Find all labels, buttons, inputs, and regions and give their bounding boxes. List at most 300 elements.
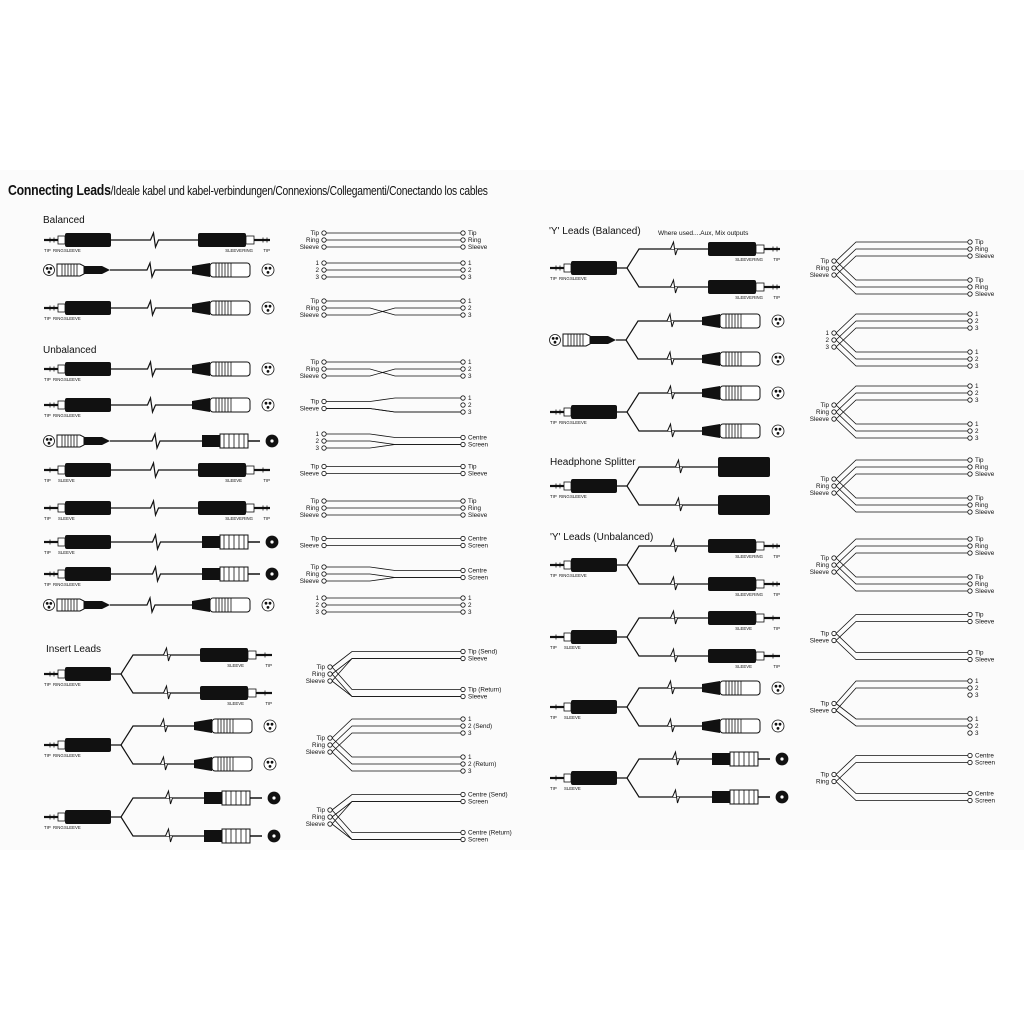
wire-label: Tip xyxy=(468,463,477,471)
section-unbalanced: Unbalanced xyxy=(43,345,97,356)
plug-body xyxy=(65,233,111,247)
wire-label: Sleeve xyxy=(975,471,995,478)
lead-row xyxy=(44,362,274,382)
wire-label: 3 xyxy=(315,609,319,616)
wire-label: 3 xyxy=(468,409,472,416)
pin-icon xyxy=(267,761,269,763)
plug-label-ring: RING xyxy=(53,316,64,321)
terminal xyxy=(322,245,326,249)
terminal xyxy=(461,543,465,547)
rca-face-icon xyxy=(272,834,276,838)
terminal xyxy=(832,631,836,635)
terminal xyxy=(968,544,972,548)
terminal xyxy=(968,285,972,289)
y-lead-row xyxy=(550,611,780,669)
xlr-face-icon xyxy=(772,387,784,399)
y-lead-row xyxy=(44,648,272,706)
cable xyxy=(617,618,708,637)
terminal xyxy=(832,701,836,705)
plug-body xyxy=(571,630,617,644)
terminal xyxy=(328,815,332,819)
terminal xyxy=(968,791,972,795)
wire-label: 1 xyxy=(468,260,472,267)
terminal xyxy=(968,510,972,514)
cable xyxy=(110,263,192,277)
terminal xyxy=(461,568,465,572)
cable xyxy=(626,340,702,359)
xlr-face-icon xyxy=(264,758,276,770)
terminal xyxy=(461,396,465,400)
plug-label-sleeve: SLEEVE xyxy=(564,645,581,650)
plug-body xyxy=(708,539,756,553)
wire-label: Tip xyxy=(310,463,319,471)
wire-label: 1 xyxy=(975,678,979,685)
xlr-male-plug xyxy=(57,599,84,611)
plug-label-sleeve: SLEEVE xyxy=(58,516,75,521)
plug-collar xyxy=(58,570,65,578)
pin-icon xyxy=(269,402,271,404)
terminal xyxy=(832,638,836,642)
terminal xyxy=(322,572,326,576)
terminal xyxy=(968,391,972,395)
cable xyxy=(111,463,198,477)
wire xyxy=(332,726,461,745)
wire xyxy=(332,810,461,833)
terminal xyxy=(968,798,972,802)
plug-body xyxy=(198,233,246,247)
terminal xyxy=(968,458,972,462)
plug-collar xyxy=(58,304,65,312)
terminal xyxy=(461,499,465,503)
wire-label: Ring xyxy=(312,814,325,821)
terminal xyxy=(968,496,972,500)
wire xyxy=(836,321,968,340)
terminal xyxy=(322,306,326,310)
plug-boot xyxy=(702,386,720,400)
terminal xyxy=(461,313,465,317)
cable xyxy=(110,598,192,612)
plug-collar xyxy=(564,774,571,782)
cable xyxy=(111,535,202,549)
xlr-face-icon xyxy=(264,720,276,732)
pin-icon xyxy=(269,602,271,604)
wire-label: 1 xyxy=(975,311,979,318)
wire xyxy=(326,434,461,438)
wire xyxy=(326,308,461,315)
cable xyxy=(627,565,708,584)
pin-icon xyxy=(269,305,271,307)
plug-label-tip: TIP xyxy=(44,248,51,253)
wire-label: Ring xyxy=(312,742,325,749)
pin-icon xyxy=(48,271,50,273)
wire-label: Tip xyxy=(468,230,477,237)
plug-boot xyxy=(192,398,210,412)
wire-label: Ring xyxy=(975,502,988,509)
wire xyxy=(836,704,968,720)
wire-label: Tip xyxy=(975,611,984,619)
plug-label-tip: TIP xyxy=(773,626,780,631)
xlr-male-plug xyxy=(563,334,590,346)
plug-label-tip: TIP xyxy=(773,295,780,300)
wire xyxy=(836,634,968,653)
wire-label: Centre (Return) xyxy=(468,829,512,837)
terminal xyxy=(322,231,326,235)
plug-boot xyxy=(202,435,220,447)
plug-body xyxy=(571,771,617,785)
wire xyxy=(332,674,461,697)
wire xyxy=(836,467,968,486)
plug-label-sleeve: SLEEVE xyxy=(564,715,581,720)
wire xyxy=(836,688,968,711)
wire xyxy=(836,782,968,801)
plug-label-tip: TIP xyxy=(44,550,51,555)
wire-label: Tip xyxy=(975,457,984,464)
wire xyxy=(836,622,968,641)
terminal xyxy=(968,429,972,433)
terminal xyxy=(328,750,332,754)
wire xyxy=(836,756,968,775)
plug-label-ring: RING xyxy=(242,516,253,521)
plug-body xyxy=(198,463,246,477)
plug-label-sleeve: SLEEVE xyxy=(735,664,752,669)
wire xyxy=(836,553,968,572)
terminal xyxy=(968,657,972,661)
pin-icon xyxy=(775,356,777,358)
plug-label-tip: TIP xyxy=(550,573,557,578)
wire-label: Sleeve xyxy=(299,470,319,478)
pin-icon xyxy=(265,305,267,307)
wire-label: 3 xyxy=(315,445,319,452)
wire-label: 1 xyxy=(468,716,472,723)
plug-label-ring: RING xyxy=(53,753,64,758)
terminal xyxy=(461,464,465,468)
wire xyxy=(836,460,968,479)
plug-boot xyxy=(590,336,616,344)
wire-label: Ring xyxy=(816,778,829,786)
wiring-schematic xyxy=(315,260,472,281)
terminal xyxy=(328,665,332,669)
wire-label: 3 xyxy=(975,397,979,404)
terminal xyxy=(968,326,972,330)
lead-row xyxy=(44,535,278,555)
terminal xyxy=(832,491,836,495)
y-lead-row xyxy=(550,457,770,515)
wire-label: Ring xyxy=(306,366,319,373)
terminal xyxy=(968,254,972,258)
terminal xyxy=(322,313,326,317)
terminal xyxy=(328,743,332,747)
plug-label-sleeve: SLEEVE xyxy=(570,420,587,425)
wire xyxy=(836,268,968,287)
wire-label: Ring xyxy=(816,265,829,272)
wire-label: Ring xyxy=(975,284,988,291)
wire-label: 2 xyxy=(468,267,472,274)
wire-label: 2 xyxy=(975,390,979,397)
wire-label: Sleeve xyxy=(975,618,995,626)
terminal xyxy=(322,610,326,614)
wire-label: Tip xyxy=(310,230,319,237)
plug-label-sleeve: SLEEVE xyxy=(735,295,752,300)
plug-label-ring: RING xyxy=(559,276,570,281)
pin-icon xyxy=(265,267,267,269)
terminal xyxy=(322,543,326,547)
plug-label-sleeve: SLEEVE xyxy=(64,377,81,382)
wire-label: Sleeve xyxy=(299,312,319,319)
wire-label: 3 xyxy=(975,325,979,332)
wire xyxy=(836,340,968,359)
terminal xyxy=(461,261,465,265)
pin-icon xyxy=(46,602,48,604)
wire-label: 1 xyxy=(468,595,472,602)
y-lead-row xyxy=(550,242,780,300)
plug-collar xyxy=(756,283,764,291)
terminal xyxy=(832,484,836,488)
section-y-leads-balanced: 'Y' Leads (Balanced) xyxy=(549,226,641,237)
wire-label: 3 xyxy=(468,609,472,616)
terminal xyxy=(968,278,972,282)
wire-label: Tip xyxy=(820,402,829,409)
cable xyxy=(121,817,204,836)
pin-icon xyxy=(779,318,781,320)
terminal xyxy=(461,471,465,475)
plug-collar xyxy=(58,670,65,678)
wire-label: 2 xyxy=(975,685,979,692)
terminal xyxy=(328,672,332,676)
y-leads-note: Where used....Aux, Mix outputs xyxy=(658,230,749,237)
wire xyxy=(326,445,461,449)
wire-label: 2 xyxy=(975,318,979,325)
terminal xyxy=(461,762,465,766)
y-lead-row xyxy=(550,752,788,804)
terminal xyxy=(461,830,465,834)
wiring-schematic xyxy=(810,678,979,737)
terminal xyxy=(461,513,465,517)
plug-label-ring: RING xyxy=(242,248,253,253)
wire xyxy=(836,479,968,498)
xlr-face-icon xyxy=(44,436,55,447)
wire-label: Tip xyxy=(975,239,984,246)
pin-icon xyxy=(779,428,781,430)
cable xyxy=(111,362,192,376)
terminal xyxy=(322,464,326,468)
plug-label-sleeve: SLEEVE xyxy=(735,626,752,631)
cable xyxy=(111,233,198,247)
wire xyxy=(326,369,461,376)
title-main: Connecting Leads xyxy=(8,182,111,199)
terminal xyxy=(968,319,972,323)
plug-collar xyxy=(564,264,571,272)
pin-icon xyxy=(269,765,271,767)
plug-label-tip: TIP xyxy=(44,413,51,418)
wire-label: Screen xyxy=(468,542,488,550)
wire xyxy=(836,546,968,565)
pin-icon xyxy=(50,267,52,269)
wire-label: 2 (Send) xyxy=(468,723,493,730)
wire-label: 3 xyxy=(468,312,472,319)
terminal xyxy=(968,240,972,244)
wire xyxy=(836,565,968,584)
terminal xyxy=(322,513,326,517)
headphone-jack xyxy=(718,457,770,477)
plug-label-tip: TIP xyxy=(265,663,272,668)
pin-icon xyxy=(779,723,781,725)
plug-boot xyxy=(712,791,730,803)
wire xyxy=(332,802,461,825)
pin-icon xyxy=(775,685,777,687)
terminal xyxy=(461,717,465,721)
plug-label-sleeve: SLEEVE xyxy=(64,413,81,418)
wire-label: Tip xyxy=(820,476,829,483)
wire xyxy=(836,393,968,412)
plug-boot xyxy=(204,830,222,842)
pin-icon xyxy=(265,366,267,368)
cable xyxy=(111,655,200,674)
plug-label-sleeve: SLEEVE xyxy=(225,478,242,483)
plug-label-ring: RING xyxy=(752,592,763,597)
xlr-face-icon xyxy=(772,425,784,437)
terminal xyxy=(322,275,326,279)
cable xyxy=(617,546,708,565)
wire-label: 2 xyxy=(468,402,472,409)
plug-label-tip: TIP xyxy=(265,701,272,706)
plug-label-sleeve: SLEEVE xyxy=(570,276,587,281)
wire-label: 1 xyxy=(975,421,979,428)
wiring-schematic xyxy=(300,395,472,416)
wiring-schematic xyxy=(810,383,979,442)
xlr-face-icon xyxy=(262,264,274,276)
wire-label: Tip xyxy=(310,535,319,543)
wire-label: 3 xyxy=(975,730,979,737)
wire-label: Screen xyxy=(468,798,488,806)
wire-label: 1 xyxy=(468,754,472,761)
terminal xyxy=(461,374,465,378)
wire-label: 3 xyxy=(975,435,979,442)
wiring-schematic xyxy=(315,431,488,452)
plug-label-tip: TIP xyxy=(550,494,557,499)
wire-label: Ring xyxy=(816,483,829,490)
plug-boot xyxy=(194,757,212,771)
terminal xyxy=(968,612,972,616)
terminal xyxy=(322,238,326,242)
plug-body xyxy=(708,280,756,294)
wire-label: 3 xyxy=(315,274,319,281)
wire-label: Ring xyxy=(306,305,319,312)
plug-boot xyxy=(712,753,730,765)
terminal xyxy=(968,465,972,469)
terminal xyxy=(328,679,332,683)
wire-label: 1 xyxy=(468,395,472,402)
pin-icon xyxy=(271,723,273,725)
wire-label: 2 xyxy=(975,356,979,363)
wire-label: 2 xyxy=(315,438,319,445)
wire-label: Centre xyxy=(468,567,487,575)
wire-label: Tip xyxy=(820,771,829,779)
plug-label-sleeve: SLEEVE xyxy=(64,682,81,687)
terminal xyxy=(461,268,465,272)
wire xyxy=(836,615,968,634)
plug-body xyxy=(708,611,756,625)
pin-icon xyxy=(269,267,271,269)
cable xyxy=(617,688,702,707)
plug-label-sleeve: SLEEVE xyxy=(735,257,752,262)
wire-label: Centre (Send) xyxy=(468,791,508,799)
wire-label: Tip xyxy=(316,664,325,671)
wire xyxy=(836,493,968,512)
xlr-male-plug xyxy=(57,435,84,447)
plug-body xyxy=(65,463,111,477)
wire-label: 3 xyxy=(468,274,472,281)
cable xyxy=(617,249,708,268)
terminal xyxy=(832,779,836,783)
terminal xyxy=(968,472,972,476)
pin-icon xyxy=(775,723,777,725)
plug-label-sleeve: SLEEVE xyxy=(225,248,242,253)
wire-label: Ring xyxy=(306,237,319,244)
wire-label: 2 xyxy=(315,267,319,274)
wire-label: Sleeve xyxy=(305,821,325,828)
terminal xyxy=(832,417,836,421)
pin-icon xyxy=(775,390,777,392)
plug-label-tip: TIP xyxy=(550,276,557,281)
wire xyxy=(836,249,968,268)
plug-collar xyxy=(756,542,764,550)
wire xyxy=(836,275,968,294)
wire-label: Ring xyxy=(306,571,319,578)
xlr-face-icon xyxy=(772,720,784,732)
wiring-schematic xyxy=(315,595,472,616)
terminal xyxy=(328,808,332,812)
plug-label-tip: TIP xyxy=(44,582,51,587)
wiring-schematic xyxy=(825,311,979,370)
terminal xyxy=(461,275,465,279)
terminal xyxy=(832,345,836,349)
wire-label: Tip (Return) xyxy=(468,686,502,694)
plug-collar xyxy=(564,633,571,641)
pin-icon xyxy=(775,318,777,320)
terminal xyxy=(832,273,836,277)
y-lead-row xyxy=(550,386,784,438)
wire-label: 1 xyxy=(468,298,472,305)
wire-label: 2 (Return) xyxy=(468,761,497,768)
cable xyxy=(627,412,702,431)
wire xyxy=(836,328,968,347)
plug-collar xyxy=(58,504,65,512)
terminal xyxy=(968,582,972,586)
wire xyxy=(332,659,461,682)
plug-label-sleeve: SLEEVE xyxy=(64,825,81,830)
wire xyxy=(836,763,968,782)
wire-label: Tip xyxy=(975,536,984,543)
plug-collar xyxy=(756,580,764,588)
wiring-schematic xyxy=(300,230,488,251)
wire-label: Sleeve xyxy=(468,470,488,478)
y-lead-row xyxy=(550,314,785,366)
terminal xyxy=(968,724,972,728)
cable xyxy=(617,393,702,412)
plug-body xyxy=(65,398,111,412)
plug-body xyxy=(65,738,111,752)
wire xyxy=(326,308,461,315)
cable xyxy=(121,674,200,693)
wire xyxy=(836,572,968,591)
wire-label: Sleeve xyxy=(975,509,995,516)
lead-row xyxy=(44,501,270,521)
wire xyxy=(836,347,968,366)
wire xyxy=(836,641,968,660)
plug-label-tip: TIP xyxy=(44,682,51,687)
terminal xyxy=(968,436,972,440)
wire-label: Ring xyxy=(816,562,829,569)
